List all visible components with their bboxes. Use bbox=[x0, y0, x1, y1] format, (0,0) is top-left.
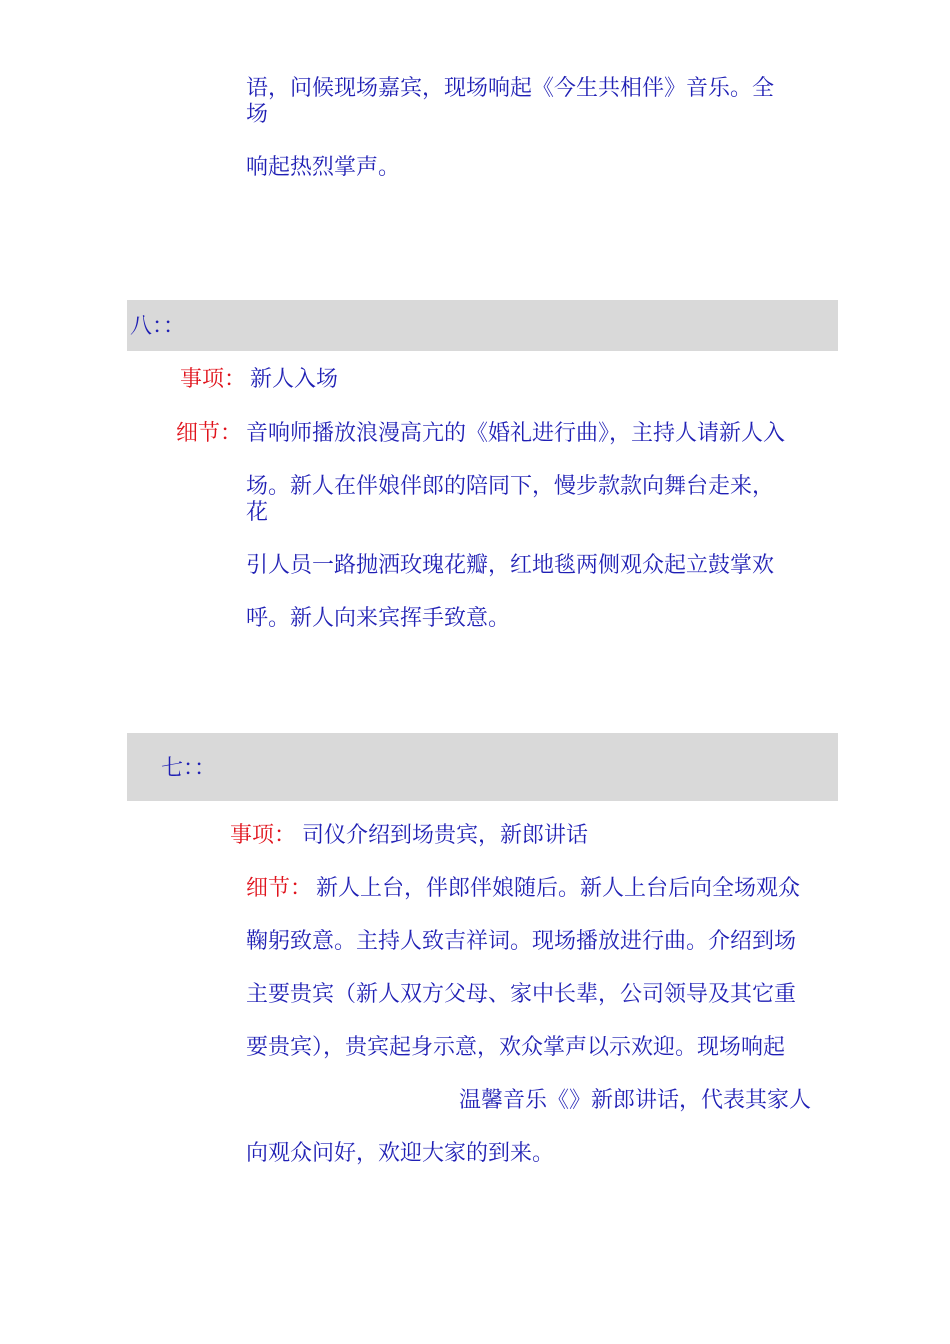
section-7-detail-line-6: 向观众问好，欢迎大家的到来。 bbox=[246, 1141, 555, 1166]
section-7-detail-line-5: 温馨音乐《》新郎讲话，代表其家人 bbox=[459, 1088, 812, 1113]
section-7-item-text: 司仪介绍到场贵宾，新郎讲话 bbox=[302, 823, 589, 848]
section-8-detail-line-2: 场。新人在伴娘伴郎的陪同下，慢步款款向舞台走来， bbox=[246, 474, 775, 499]
section-8-detail-line-1: 音响师播放浪漫高亢的《婚礼进行曲》，主持人请新人入 bbox=[246, 421, 786, 446]
section-7-heading: 七：： bbox=[161, 756, 217, 781]
section-8-detail-line-2-wrap: 花 bbox=[246, 500, 269, 525]
section-7-heading-band bbox=[127, 733, 838, 801]
intro-line-2: 响起热烈掌声。 bbox=[246, 155, 401, 180]
intro-line-1-wrap: 场 bbox=[246, 102, 269, 127]
section-7-detail-line-4: 要贵宾），贵宾起身示意，欢众掌声以示欢迎。现场响起 bbox=[246, 1035, 786, 1060]
section-7-detail-line-1: 新人上台，伴郎伴娘随后。新人上台后向全场观众 bbox=[316, 876, 801, 901]
section-8-detail-line-3: 引人员一路抛洒玫瑰花瓣，红地毯两侧观众起立鼓掌欢 bbox=[246, 553, 775, 578]
section-7-item-label: 事项： bbox=[230, 823, 297, 848]
section-7-detail-line-3: 主要贵宾（新人双方父母、家中长辈，公司领导及其它重 bbox=[246, 982, 797, 1007]
section-8-detail-label: 细节： bbox=[176, 421, 243, 446]
intro-line-1: 语，问候现场嘉宾，现场响起《今生共相伴》音乐。全 bbox=[246, 76, 775, 101]
section-7-detail-line-2: 鞠躬致意。主持人致吉祥词。现场播放进行曲。介绍到场 bbox=[246, 929, 797, 954]
section-8-heading: 八：： bbox=[130, 314, 186, 339]
section-8-heading-band bbox=[127, 300, 838, 351]
section-8-item-text: 新人入场 bbox=[250, 367, 339, 392]
section-8-item-label: 事项： bbox=[180, 367, 247, 392]
section-7-detail-label: 细节： bbox=[246, 876, 313, 901]
section-8-detail-line-4: 呼。新人向来宾挥手致意。 bbox=[246, 606, 511, 631]
